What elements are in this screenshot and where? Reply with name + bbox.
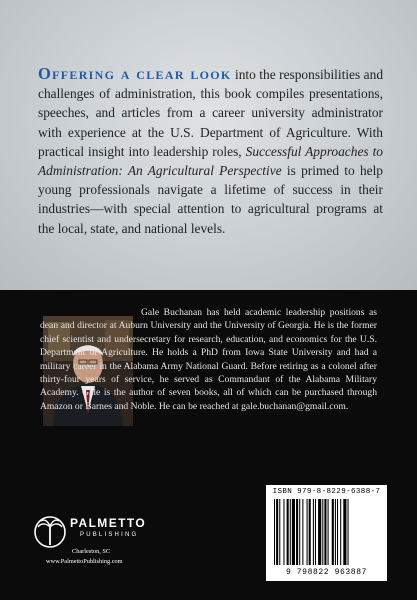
barcode-bars	[266, 485, 387, 581]
publisher-logo	[30, 514, 145, 584]
palmetto-tree-icon	[32, 514, 68, 554]
book-title: Successful Approaches to Administration: An Agricultural Perspective	[38, 143, 383, 179]
publisher-url: www.PalmettoPublishing.com	[46, 558, 123, 565]
barcode-digits: 9 798822 963887	[285, 568, 367, 577]
blurb-body: into the responsibilities and challenges of administration, this book compiles presentations, speeches, and articles from a career university administrator with experience at the U.S. Department of Agriculture. With practical insight into leadership roles,	[38, 67, 384, 159]
isbn-barcode	[266, 485, 387, 581]
publisher-sub: PUBLISHING	[80, 532, 139, 538]
blurb-body-end: is primed to help young professionals navigate a lifetime of success in their industries—with special attention to agricultural programs at the local, state, and national levels.	[38, 163, 383, 236]
blurb-lead: Offering a clear look	[38, 64, 232, 83]
author-bio	[40, 306, 377, 413]
publisher-name: PALMETTO	[70, 516, 147, 530]
blurb-text	[38, 64, 383, 238]
publisher-city: Charleston, SC	[72, 548, 111, 555]
author-bio-text: Gale Buchanan has held academic leadership positions as dean and director at Auburn University and the University of Georgia. He is the former chief scientist and undersecretary for research, education, and economics for the U.S. Department of Agriculture. He holds a PhD from Iowa State University and had a military career in the Alabama Army National Guard. Before retiring as a colonel after thirty-four years of service, he served as Commandant of the Alabama Military Academy. Gale is the author of seven books, all of which can be purchased through Amazon or Barnes and Noble. He can be reached at gale.buchanan@gmail.com.	[40, 307, 377, 412]
isbn-label: ISBN 979-8-8229-6388-7	[272, 488, 381, 496]
